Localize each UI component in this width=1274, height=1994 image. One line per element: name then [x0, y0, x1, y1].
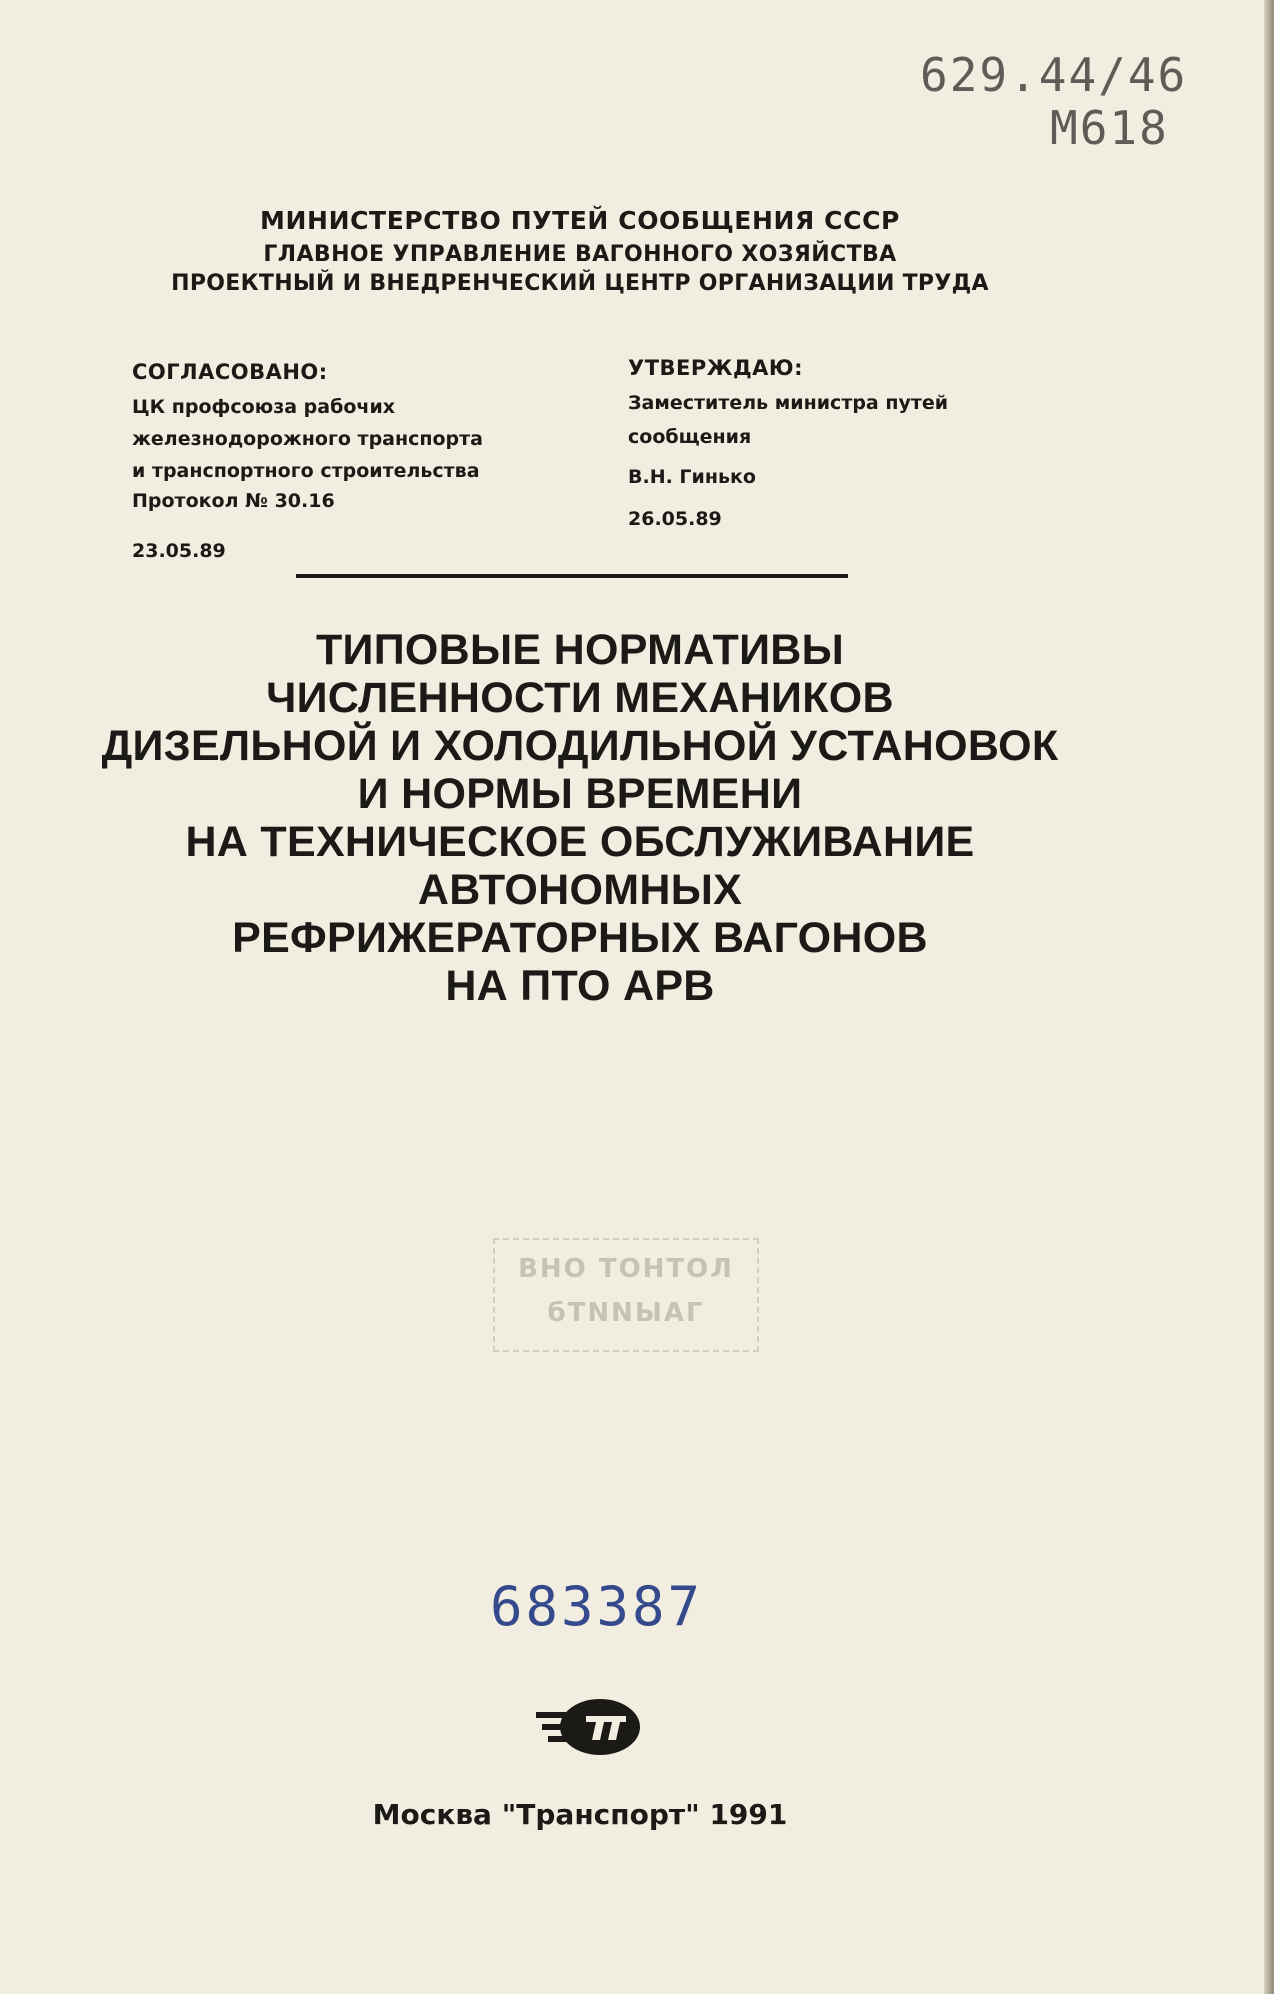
title-line: НА ТЕХНИЧЕСКОЕ ОБСЛУЖИВАНИЕ	[185, 818, 975, 866]
stamp-line-2: бТNNЫАГ	[547, 1298, 705, 1328]
stamp-line-1: ВНО ТОНТОЛ	[518, 1254, 734, 1284]
call-number-1: 629.44/46	[920, 48, 1188, 102]
approved-date: 26.05.89	[628, 508, 722, 530]
ministry-name: МИНИСТЕРСТВО ПУТЕЙ СООБЩЕНИЯ СССР	[260, 206, 900, 235]
department-name: ГЛАВНОЕ УПРАВЛЕНИЕ ВАГОННОГО ХОЗЯЙСТВА	[263, 242, 897, 267]
approved-line-2: сообщения	[628, 426, 752, 448]
agreed-line-2: железнодорожного транспорта	[132, 428, 483, 450]
title-line: ДИЗЕЛЬНОЙ И ХОЛОДИЛЬНОЙ УСТАНОВОК	[101, 722, 1059, 770]
title-line: И НОРМЫ ВРЕМЕНИ	[357, 770, 803, 818]
title-line: РЕФРИЖЕРАТОРНЫХ ВАГОНОВ	[232, 914, 928, 962]
publisher-imprint: Москва "Транспорт" 1991	[372, 1798, 788, 1831]
call-number-2: M618	[1050, 101, 1169, 155]
approved-line-1: Заместитель министра путей	[628, 392, 949, 414]
agreed-line-3: и транспортного строительства	[132, 460, 480, 482]
document-title	[0, 626, 1160, 1010]
title-line: АВТОНОМНЫХ	[417, 866, 743, 914]
inventory-number: 683387	[490, 1575, 704, 1638]
center-name: ПРОЕКТНЫЙ И ВНЕДРЕНЧЕСКИЙ ЦЕНТР ОРГАНИЗАЦИИ ТРУДА	[171, 271, 989, 296]
agreed-heading: СОГЛАСОВАНО:	[132, 360, 328, 384]
agreed-date: 23.05.89	[132, 540, 226, 562]
approved-name: В.Н. Гинько	[628, 466, 756, 488]
title-line: НА ПТО АРВ	[445, 962, 715, 1010]
agreed-line-1: ЦК профсоюза рабочих	[132, 396, 396, 418]
agreed-protocol: Протокол № 30.16	[132, 490, 335, 512]
approved-heading: УТВЕРЖДАЮ:	[628, 356, 803, 380]
publisher-logo-icon	[534, 1692, 644, 1766]
title-line: ЧИСЛЕННОСТИ МЕХАНИКОВ	[266, 674, 894, 722]
title-line: ТИПОВЫЕ НОРМАТИВЫ	[315, 626, 845, 674]
page-edge-shadow	[1264, 0, 1274, 1994]
library-stamp	[493, 1238, 759, 1352]
divider-rule	[296, 574, 848, 578]
